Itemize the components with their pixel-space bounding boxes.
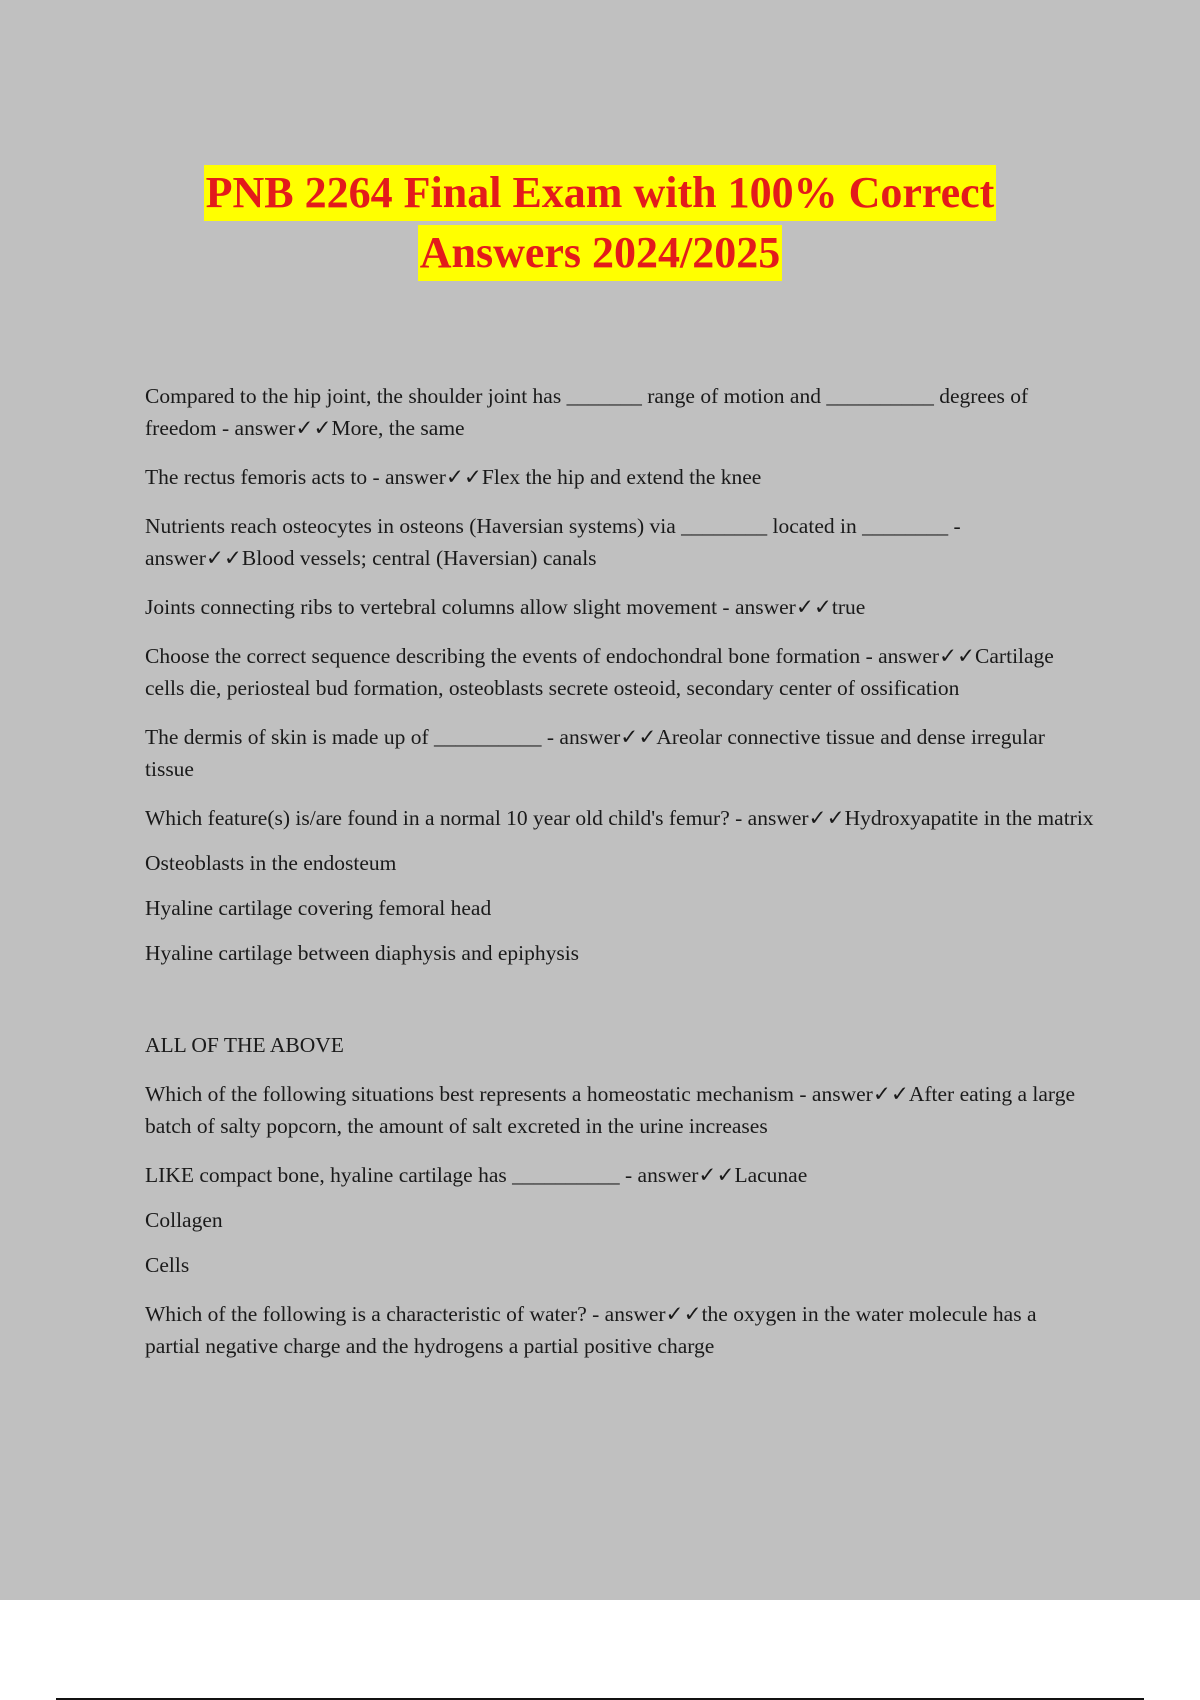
answer-option-line: Hyaline cartilage covering femoral head <box>145 896 492 920</box>
qa-paragraph-10: Which of the following is a characteristic of water? - answer✓✓the oxygen in the water molecule has a partial negative charge and the hydrogens a partial positive charge <box>145 1302 1037 1358</box>
answer-all-of-above: ALL OF THE ABOVE <box>145 1033 344 1057</box>
qa-paragraph-4: Joints connecting ribs to vertebral columns allow slight movement - answer✓✓true <box>145 595 866 619</box>
qa-paragraph-7: Which feature(s) is/are found in a normal 10 year old child's femur? - answer✓✓Hydroxyapatite in the matrix <box>145 806 1094 830</box>
answer-option-line: Osteoblasts in the endosteum <box>145 851 397 875</box>
answer-option-line: Cells <box>145 1253 190 1277</box>
document-title <box>0 165 1200 285</box>
qa-paragraph-1: Compared to the hip joint, the shoulder joint has _______ range of motion and __________ degrees of freedom - answer✓✓More, the same <box>145 384 1029 440</box>
qa-paragraph-9: LIKE compact bone, hyaline cartilage has __________ - answer✓✓Lacunae <box>145 1163 808 1187</box>
qa-paragraph-8: Which of the following situations best represents a homeostatic mechanism - answer✓✓After eating a large batch of salty popcorn, the amount of salt excreted in the urine increases <box>145 1082 1075 1138</box>
answer-option-line: Hyaline cartilage between diaphysis and epiphysis <box>145 941 580 965</box>
title-line-1: PNB 2264 Final Exam with 100% Correct <box>204 165 997 221</box>
qa-paragraph-3: Nutrients reach osteocytes in osteons (Haversian systems) via ________ located in ________ - answer✓✓Blood vessels; central (Haversian) canals <box>145 514 961 570</box>
title-line-2: Answers 2024/2025 <box>418 225 783 281</box>
qa-paragraph-5: Choose the correct sequence describing the events of endochondral bone formation - answer✓✓Cartilage cells die, periosteal bud formation, osteoblasts secrete osteoid, secondary center of ossification <box>145 644 1054 700</box>
document-body <box>145 380 1095 1362</box>
answer-option-line: Collagen <box>145 1208 223 1232</box>
qa-paragraph-2: The rectus femoris acts to - answer✓✓Flex the hip and extend the knee <box>145 465 762 489</box>
qa-paragraph-6: The dermis of skin is made up of __________ - answer✓✓Areolar connective tissue and dense irregular tissue <box>145 725 1045 781</box>
